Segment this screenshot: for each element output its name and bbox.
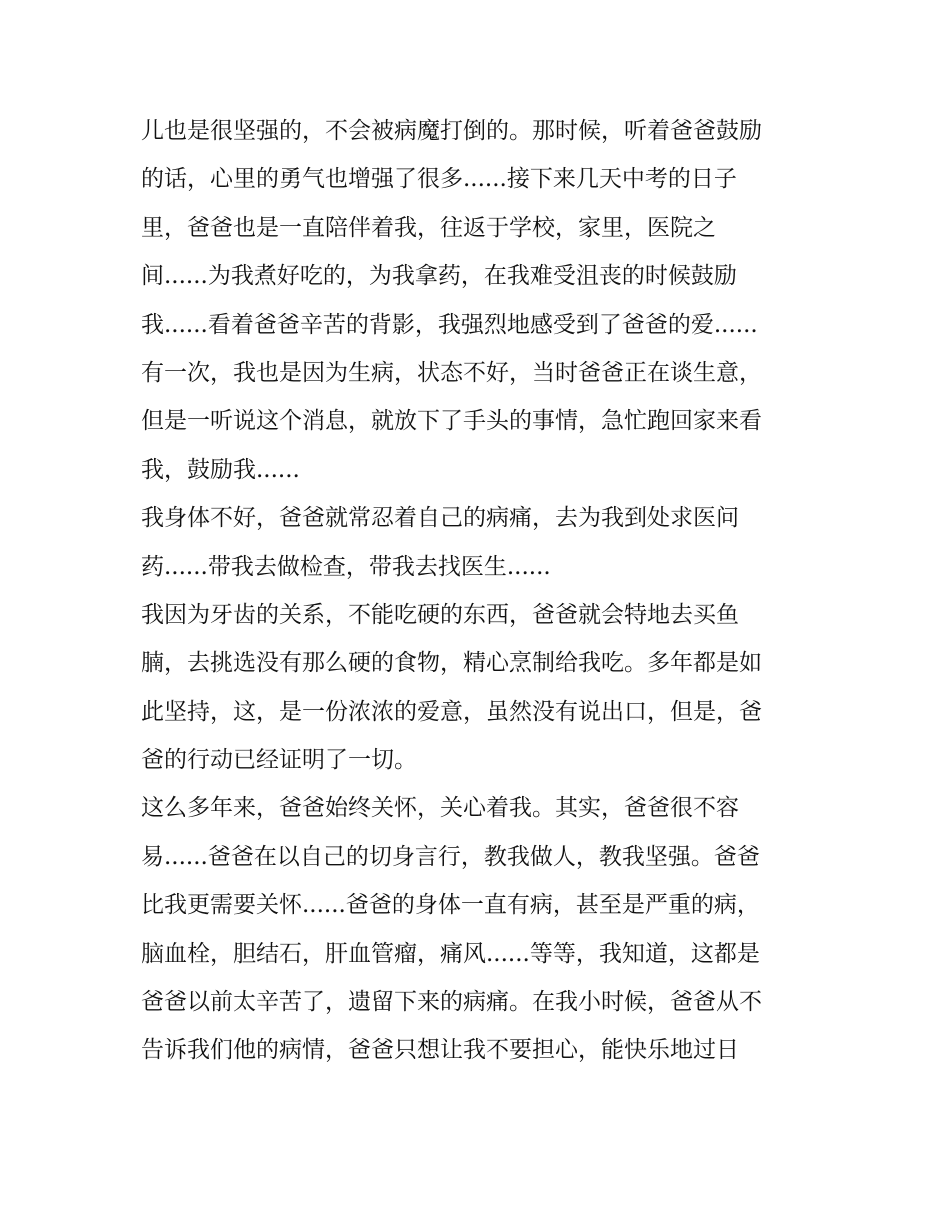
text-line: 儿也是很坚强的，不会被病魔打倒的。那时候，听着爸爸鼓励	[141, 118, 762, 144]
text-line: 这么多年来，爸爸始终关怀，关心着我。其实，爸爸很不容	[141, 795, 739, 822]
text-line: 脑血栓，胆结石，肝血管瘤，痛风......等等，我知道，这都是	[141, 940, 760, 967]
text-line: 此坚持，这，是一份浓浓的爱意，虽然没有说出口，但是，爸	[141, 698, 762, 725]
text-line: 里，爸爸也是一直陪伴着我，往返于学校，家里，医院之	[141, 214, 716, 241]
text-line: 间......为我煮好吃的，为我拿药，在我难受沮丧的时候鼓励	[141, 263, 737, 290]
text-line: 腩，去挑选没有那么硬的食物，精心烹制给我吃。多年都是如	[141, 650, 762, 677]
text-line: 我身体不好，爸爸就常忍着自己的病痛，去为我到处求医问	[141, 505, 739, 532]
text-line: 告诉我们他的病情，爸爸只想让我不要担心，能快乐地过日	[141, 1037, 739, 1064]
text-line: 有一次，我也是因为生病，状态不好，当时爸爸正在谈生意，	[141, 359, 762, 386]
text-line: 但是一听说这个消息，就放下了手头的事情，急忙跑回家来看	[141, 408, 762, 435]
text-line: 爸爸以前太辛苦了，遗留下来的病痛。在我小时候，爸爸从不	[141, 989, 762, 1016]
text-line: 我......看着爸爸辛苦的背影，我强烈地感受到了爸爸的爱......	[141, 311, 758, 338]
text-line: 比我更需要关怀......爸爸的身体一直有病，甚至是严重的病，	[141, 892, 760, 919]
text-line: 的话，心里的勇气也增强了很多......接下来几天中考的日子	[141, 166, 737, 193]
text-line: 易......爸爸在以自己的切身言行，教我做人，教我坚强。爸爸	[141, 843, 760, 870]
text-line: 药......带我去做检查，带我去找医生......	[141, 553, 551, 580]
body-text	[141, 107, 821, 1075]
text-line: 爸的行动已经证明了一切。	[141, 747, 417, 774]
text-line: 我因为牙齿的关系，不能吃硬的东西，爸爸就会特地去买鱼	[141, 601, 739, 628]
text-line: 我，鼓励我......	[141, 456, 300, 483]
